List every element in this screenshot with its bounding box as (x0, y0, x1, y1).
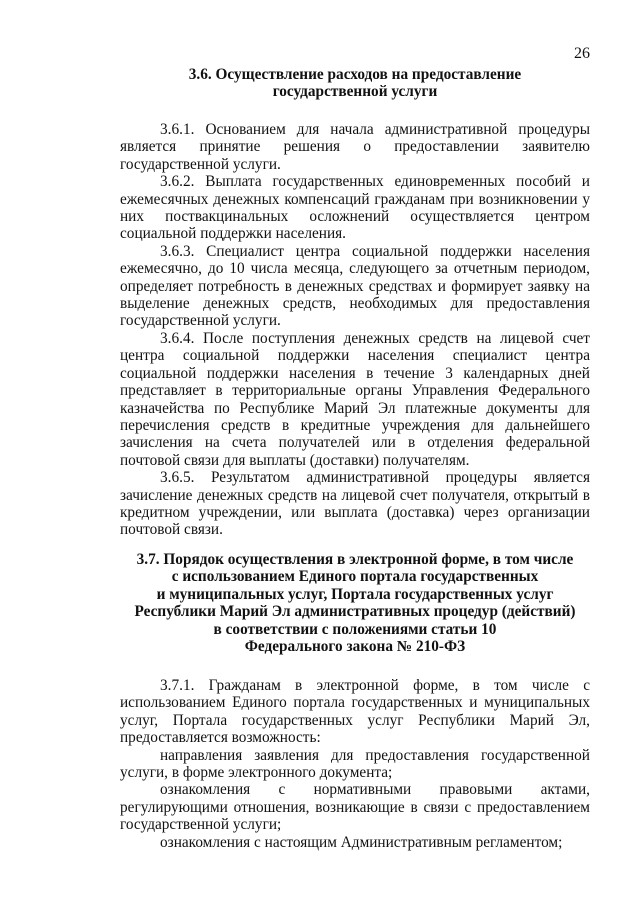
list-item: ознакомления с нормативными правовыми актами, регулирующими отношения, возникающие в связи с предоставлением государственной услуги; (120, 781, 590, 834)
heading-line: с использованием Единого портала государственных (171, 568, 539, 586)
paragraph-3-6-1: 3.6.1. Основанием для начала административной процедуры является принятие решения о предоставлении заявителю государственной услуги. (120, 121, 590, 173)
paragraph-3-7-1: 3.7.1. Гражданам в электронной форме, в том числе с использованием Единого портала государственных и муниципальных услуг, Портала государственных услуг Республики Марий Эл, предоставляется возможность: (120, 677, 590, 747)
heading-line: 3.6. Осуществление расходов на предоставление (188, 66, 522, 83)
heading-line: 3.7. Порядок осуществления в электронной форме, в том числе (136, 551, 574, 568)
list-item: направления заявления для предоставления государственной услуги, в форме электронного документа; (120, 746, 590, 782)
list-item: ознакомления с настоящим Административным регламентом; (160, 833, 563, 851)
heading-line: и муниципальных услуг, Портала государственных услуг (156, 585, 554, 603)
paragraph-3-6-4: 3.6.4. После поступления денежных средств на лицевой счет центра социальной поддержки населения специалист центра социальной поддержки населения в течение 3 календарных дней представляет в территориальные органы Управления Федерального казначейства по Республике Марий Эл платежные документы для перечисления средств в кредитные учреждения для дальнейшего зачисления на счета получателей или в отделения федеральной почтовой связи для выплаты (доставки) получателям. (120, 329, 590, 469)
heading-line: Федерального закона № 210-ФЗ (244, 638, 466, 656)
paragraph-3-6-5: 3.6.5. Результатом административной процедуры является зачисление денежных средств на лицевой счет получателя, открытый в кредитном учреждении, или выплата (доставка) через организации почтовой связи. (120, 469, 590, 539)
paragraph-3-6-3: 3.6.3. Специалист центра социальной поддержки населения ежемесячно, до 10 числа месяца, следующего за отчетным периодом, определяет потребность в денежных средствах и формирует заявку на выделение денежных средств, необходимых для предоставления государственной услуги. (120, 242, 590, 330)
paragraph-3-6-2: 3.6.2. Выплата государственных единовременных пособий и ежемесячных денежных компенсаций гражданам при возникновении у них поствакцинальных осложнений осуществляется центром социальной поддержки населения. (120, 173, 590, 243)
heading-line: Республики Марий Эл административных процедур (действий) (134, 603, 576, 621)
heading-line: в соответствии с положениями статьи 10 (213, 620, 497, 638)
section-3-6-body (120, 121, 590, 539)
heading-line: государственной услуги (272, 83, 438, 101)
section-3-7-heading (120, 551, 590, 655)
page-number: 26 (574, 45, 590, 62)
section-3-7-body (120, 677, 590, 851)
section-3-6-heading (120, 66, 590, 101)
